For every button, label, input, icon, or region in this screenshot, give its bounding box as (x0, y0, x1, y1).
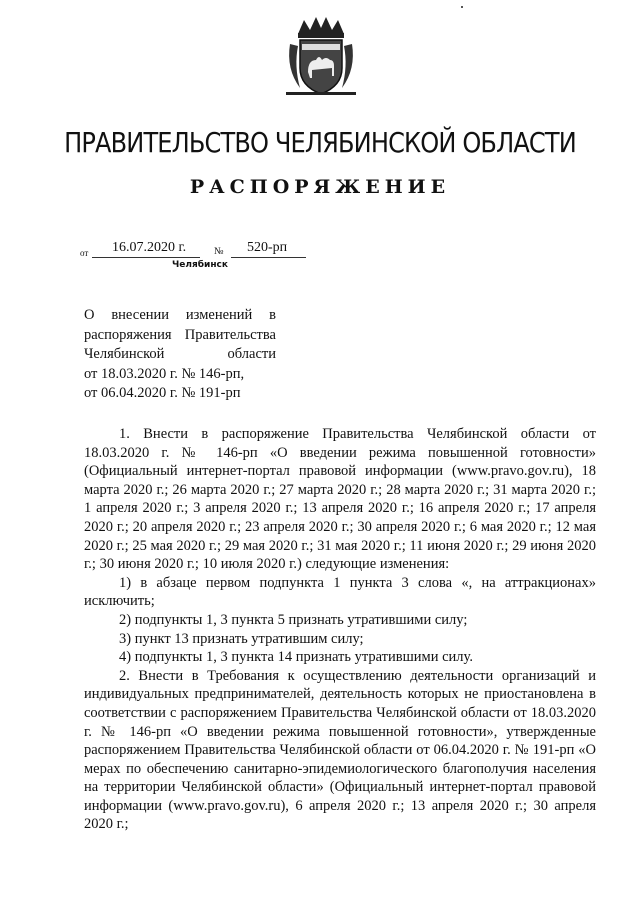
subject-line: от 06.04.2020 г. № 191-рп (84, 385, 241, 401)
coat-of-arms-icon (286, 14, 356, 98)
subject-line: О внесении изменений в (84, 307, 276, 323)
city-label: Челябинск (172, 260, 228, 270)
date-label: от (80, 248, 89, 258)
paragraph: 1) в абзаце первом подпункта 1 пункта 3 слова «, на аттракционах» исключить; (84, 574, 596, 610)
document-number: 520-рп (247, 240, 288, 255)
paragraph: 2) подпункты 1, 3 пункта 5 признать утратившими силу; (119, 611, 468, 628)
paragraph: 1. Внести в распоряжение Правительства Челябинской области от 18.03.2020 г. № 146-рп «О введении режима повышенной готовности» (Официальный интернет-портал правовой информации (www.pravo.gov.ru), 18 марта 2020 г.; 26 марта 2020 г.; 27 марта 2020 г.; 28 марта 2020 г.; 31 марта 2020 г.; 1 апреля 2020 г.; 3 апреля 2020 г.; 13 апреля 2020 г.; 16 апреля 2020 г.; 17 апреля 2020 г.; 20 апреля 2020 г.; 23 апреля 2020 г.; 30 апреля 2020 г.; 6 мая 2020 г.; 12 мая 2020 г.; 25 мая 2020 г.; 29 мая 2020 г.; 31 мая 2020 г.; 11 июня 2020 г.; 29 июня 2020 г.; 30 июня 2020 г.; 10 июля 2020 г.) следующие изменения: (84, 426, 596, 573)
organization-title: ПРАВИТЕЛЬСТВО ЧЕЛЯБИНСКОЙ ОБЛАСТИ (64, 126, 576, 159)
document-date: 16.07.2020 г. (112, 240, 187, 255)
document-body (84, 425, 596, 834)
paragraph: 4) подпункты 1, 3 пункта 14 признать утратившими силу. (119, 649, 473, 666)
number-label: № (214, 246, 224, 257)
document-type: РАСПОРЯЖЕНИЕ (189, 176, 451, 198)
document-subject (84, 306, 276, 404)
scan-mark (461, 6, 463, 8)
subject-line: распоряжения Правительства (84, 326, 276, 343)
subject-line: от 18.03.2020 г. № 146-рп, (84, 365, 245, 382)
paragraph: 2. Внести в Требования к осуществлению деятельности организаций и индивидуальных предпринимателей, деятельность которых не приостановлена в соответствии с распоряжением Правительства Челябинской области от 18.03.2020 г. № 146-рп «О введении режима повышенной готовности», утвержденные распоряжением Правительства Челябинской области от 06.04.2020 г. № 191-рп «О мерах по обеспечению санитарно-эпидемиологического благополучия населения на территории Челябинской области» (Официальный интернет-портал правовой информации (www.pravo.gov.ru), 6 апреля 2020 г.; 13 апреля 2020 г.; 30 апреля 2020 г.; (84, 667, 596, 833)
number-underline (231, 257, 306, 258)
subject-line: Челябинской области (84, 346, 276, 362)
paragraph: 3) пункт 13 признать утратившим силу; (119, 630, 364, 647)
date-underline (92, 257, 200, 258)
